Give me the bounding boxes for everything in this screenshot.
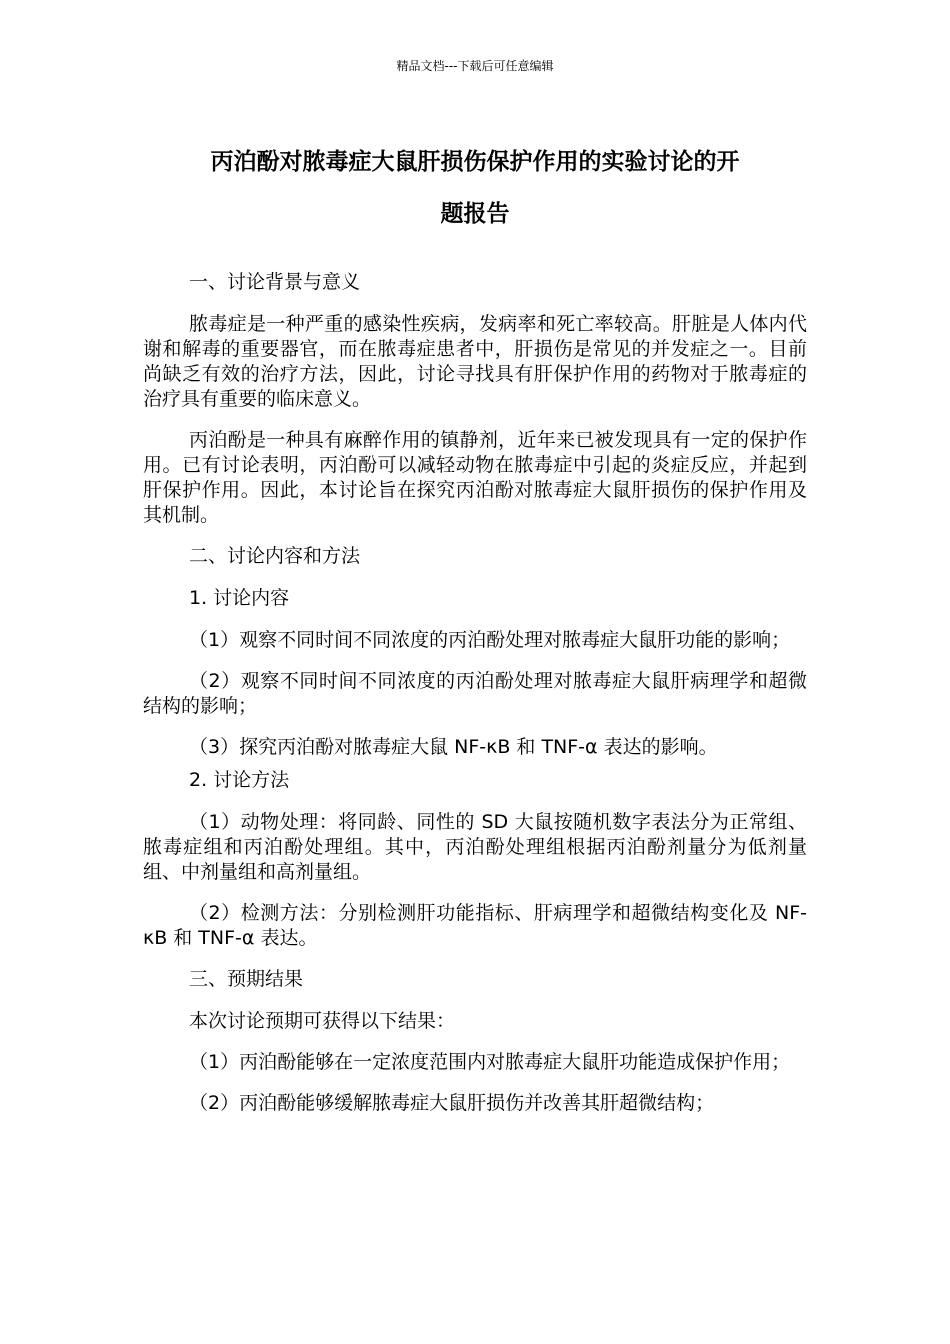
section-heading-methods: 二、讨论内容和方法 xyxy=(189,545,361,567)
document-body xyxy=(143,270,807,1132)
paragraph-background-2: 丙泊酚是一种具有麻醉作用的镇静剂，近年来已被发现具有一定的保护作用。已有讨论表明，丙泊酚可以减轻动物在脓毒症中引起的炎症反应，并起到肝保护作用。因此，本讨论旨在探究丙泊酚对脓毒症大鼠肝损伤的保护作用及其机制。 xyxy=(143,429,807,526)
document-title-line-1: 丙泊酚对脓毒症大鼠肝损伤保护作用的实验讨论的开 xyxy=(210,149,740,175)
list-item-content-2: （2）观察不同时间不同浓度的丙泊酚处理对脓毒症大鼠肝病理学和超微结构的影响； xyxy=(143,670,807,717)
paragraph-background-1: 脓毒症是一种严重的感染性疾病，发病率和死亡率较高。肝脏是人体内代谢和解毒的重要器官，而在脓毒症患者中，肝损伤是常见的并发症之一。目前尚缺乏有效的治疗方法，因此，讨论寻找具有肝保护作用的药物对于脓毒症的治疗具有重要的临床意义。 xyxy=(143,313,807,410)
section-heading-results: 三、预期结果 xyxy=(189,968,304,990)
list-item-method-2: （2）检测方法：分别检测肝功能指标、肝病理学和超微结构变化及 NF-κB 和 TNF-α 表达。 xyxy=(143,902,807,949)
subheading-content: 1. 讨论内容 xyxy=(189,587,290,609)
subheading-methods: 2. 讨论方法 xyxy=(189,769,290,791)
document-title-line-2: 题报告 xyxy=(440,201,510,227)
document-title xyxy=(143,136,807,240)
section-heading-background: 一、讨论背景与意义 xyxy=(189,271,361,293)
list-item-result-2: （2）丙泊酚能够缓解脓毒症大鼠肝损伤并改善其肝超微结构； xyxy=(189,1092,715,1114)
paragraph-results-intro: 本次讨论预期可获得以下结果： xyxy=(189,1010,456,1032)
list-item-result-1: （1）丙泊酚能够在一定浓度范围内对脓毒症大鼠肝功能造成保护作用； xyxy=(189,1051,791,1073)
list-item-content-3: （3）探究丙泊酚对脓毒症大鼠 NF-κB 和 TNF-α 表达的影响。 xyxy=(189,736,718,758)
list-item-content-1: （1）观察不同时间不同浓度的丙泊酚处理对脓毒症大鼠肝功能的影响； xyxy=(189,629,791,651)
list-item-method-1: （1）动物处理：将同龄、同性的 SD 大鼠按随机数字表法分为正常组、脓毒症组和丙泊酚处理组。其中，丙泊酚处理组根据丙泊酚剂量分为低剂量组、中剂量组和高剂量组。 xyxy=(143,811,807,883)
page-header-note: 精品文档---下载后可任意编辑 xyxy=(396,59,554,73)
